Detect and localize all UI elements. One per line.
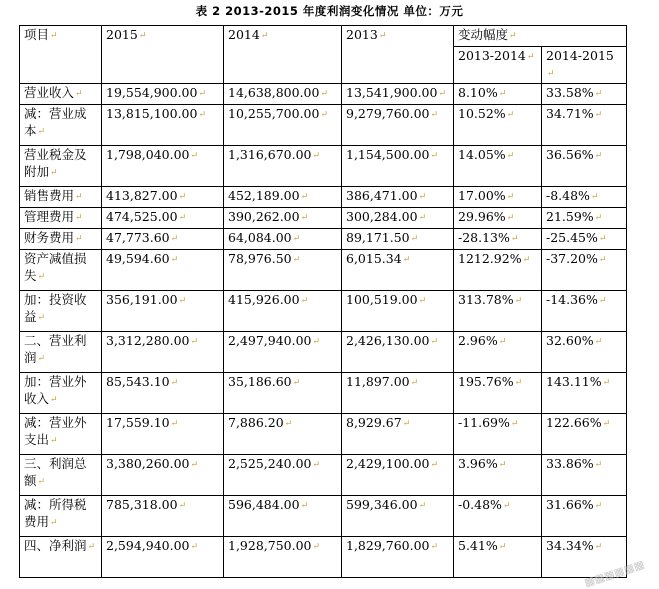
value-cell — [542, 187, 627, 208]
header-change-text: 变动幅度 — [458, 27, 509, 42]
paragraph-mark-icon: ↵ — [178, 501, 187, 511]
cell-value: 122.66% — [546, 415, 602, 430]
table-row — [20, 332, 627, 373]
paragraph-mark-icon: ↵ — [430, 542, 439, 552]
paragraph-mark-icon: ↵ — [438, 89, 446, 99]
paragraph-mark-icon: ↵ — [547, 69, 555, 79]
row-label: 营业收入 — [24, 85, 75, 100]
value-cell — [224, 537, 342, 578]
cell-value: 3.96% — [458, 456, 498, 471]
paragraph-mark-icon: ↵ — [506, 110, 515, 120]
paragraph-mark-icon: ↵ — [506, 151, 515, 161]
value-cell — [102, 146, 224, 187]
value-cell — [542, 455, 627, 496]
cell-value: 13,815,100.00 — [106, 106, 198, 121]
paragraph-mark-icon: ↵ — [506, 213, 515, 223]
cell-value: 17,559.10 — [106, 415, 170, 430]
value-cell — [454, 414, 542, 455]
table-row — [20, 229, 627, 250]
cell-value: 32.60% — [546, 333, 594, 348]
paragraph-mark-icon: ↵ — [594, 460, 603, 470]
value-cell — [342, 84, 454, 105]
cell-value: 14.05% — [458, 147, 506, 162]
paragraph-mark-icon: ↵ — [50, 395, 58, 405]
row-label-cell — [20, 291, 102, 332]
value-cell — [102, 537, 224, 578]
cell-value: 2,525,240.00 — [228, 456, 312, 471]
row-label-cell — [20, 187, 102, 208]
header-2013-text: 2013 — [346, 27, 378, 42]
value-cell — [454, 291, 542, 332]
value-cell — [342, 105, 454, 146]
row-label: 减：所得税费用 — [24, 497, 87, 529]
paragraph-mark-icon: ↵ — [178, 192, 187, 202]
row-label: 营业税金及附加 — [24, 147, 87, 179]
table-row — [20, 187, 627, 208]
value-cell — [454, 146, 542, 187]
paragraph-mark-icon: ↵ — [37, 354, 46, 364]
header-item — [20, 26, 102, 84]
cell-value: 34.34% — [546, 538, 594, 553]
value-cell — [102, 373, 224, 414]
cell-value: 1,316,670.00 — [228, 147, 312, 162]
table-row — [20, 455, 627, 496]
value-cell — [342, 414, 454, 455]
cell-value: 1,154,500.00 — [346, 147, 430, 162]
table-row — [20, 105, 627, 146]
value-cell — [542, 414, 627, 455]
cell-value: 33.58% — [546, 85, 594, 100]
cell-value: -28.13% — [458, 230, 510, 245]
row-label: 管理费用 — [24, 209, 75, 224]
cell-value: 17.00% — [458, 188, 506, 203]
value-cell — [542, 229, 627, 250]
table-row — [20, 291, 627, 332]
value-cell — [454, 105, 542, 146]
value-cell — [542, 373, 627, 414]
paragraph-mark-icon: ↵ — [418, 296, 427, 306]
value-cell — [224, 146, 342, 187]
paragraph-mark-icon: ↵ — [594, 89, 603, 99]
row-label: 减：营业成本 — [24, 106, 87, 138]
paragraph-mark-icon: ↵ — [320, 89, 328, 99]
cell-value: 474,525.00 — [106, 209, 178, 224]
cell-value: 8,929.67 — [346, 415, 402, 430]
site-watermark: ▦▦▦▦▦▦ — [582, 557, 646, 589]
cell-value: 452,189.00 — [228, 188, 300, 203]
value-cell — [342, 537, 454, 578]
row-label: 资产减值损失 — [24, 251, 87, 283]
value-cell — [542, 496, 627, 537]
value-cell — [342, 496, 454, 537]
value-cell — [454, 373, 542, 414]
value-cell — [224, 208, 342, 229]
paragraph-mark-icon: ↵ — [594, 213, 603, 223]
row-label-cell — [20, 537, 102, 578]
paragraph-mark-icon: ↵ — [522, 255, 531, 265]
header-item-text: 项目 — [24, 27, 50, 42]
value-cell — [102, 250, 224, 291]
paragraph-mark-icon: ↵ — [526, 52, 535, 62]
value-cell — [224, 291, 342, 332]
row-label-cell — [20, 250, 102, 291]
value-cell — [224, 373, 342, 414]
paragraph-mark-icon: ↵ — [590, 192, 599, 202]
cell-value: 5.41% — [458, 538, 498, 553]
table-body — [20, 26, 627, 578]
row-label-cell — [20, 414, 102, 455]
value-cell — [224, 187, 342, 208]
cell-value: 10.52% — [458, 106, 506, 121]
paragraph-mark-icon: ↵ — [50, 31, 58, 41]
cell-value: 21.59% — [546, 209, 594, 224]
paragraph-mark-icon: ↵ — [37, 477, 46, 487]
paragraph-mark-icon: ↵ — [190, 460, 199, 470]
paragraph-mark-icon: ↵ — [292, 255, 301, 265]
paragraph-mark-icon: ↵ — [430, 337, 439, 347]
paragraph-mark-icon: ↵ — [514, 378, 523, 388]
row-label: 加：营业外收入 — [24, 374, 87, 406]
paragraph-mark-icon: ↵ — [594, 110, 603, 120]
value-cell — [342, 373, 454, 414]
cell-value: 2,594,940.00 — [106, 538, 190, 553]
paragraph-mark-icon: ↵ — [510, 234, 519, 244]
table-row — [20, 146, 627, 187]
row-label: 财务费用 — [24, 230, 75, 245]
cell-value: 89,171.50 — [346, 230, 410, 245]
paragraph-mark-icon: ↵ — [300, 501, 309, 511]
cell-value: 1,798,040.00 — [106, 147, 190, 162]
paragraph-mark-icon: ↵ — [498, 460, 507, 470]
value-cell — [542, 84, 627, 105]
value-cell — [342, 229, 454, 250]
paragraph-mark-icon: ↵ — [410, 378, 419, 388]
paragraph-mark-icon: ↵ — [418, 213, 427, 223]
paragraph-mark-icon: ↵ — [594, 337, 603, 347]
paragraph-mark-icon: ↵ — [402, 255, 411, 265]
value-cell — [342, 455, 454, 496]
paragraph-mark-icon: ↵ — [75, 89, 83, 99]
cell-value: 34.71% — [546, 106, 594, 121]
header-2014 — [224, 26, 342, 84]
paragraph-mark-icon: ↵ — [430, 151, 439, 161]
cell-value: 11,897.00 — [346, 374, 410, 389]
cell-value: 33.86% — [546, 456, 594, 471]
cell-value: 14,638,800.00 — [228, 85, 320, 100]
cell-value: 47,773.60 — [106, 230, 170, 245]
cell-value: 2,429,100.00 — [346, 456, 430, 471]
row-label: 减：营业外支出 — [24, 415, 87, 447]
cell-value: 78,976.50 — [228, 251, 292, 266]
value-cell — [342, 250, 454, 291]
value-cell — [342, 291, 454, 332]
row-label-cell — [20, 208, 102, 229]
header-period-2013-2014 — [454, 47, 542, 84]
cell-value: 413,827.00 — [106, 188, 178, 203]
value-cell — [224, 250, 342, 291]
cell-value: 195.76% — [458, 374, 514, 389]
cell-value: 29.96% — [458, 209, 506, 224]
paragraph-mark-icon: ↵ — [410, 234, 419, 244]
cell-value: 49,594.60 — [106, 251, 170, 266]
value-cell — [102, 187, 224, 208]
row-label: 四、净利润 — [24, 538, 87, 553]
cell-value: 36.56% — [546, 147, 594, 162]
value-cell — [542, 332, 627, 373]
value-cell — [224, 455, 342, 496]
header-2015-text: 2015 — [106, 27, 138, 42]
paragraph-mark-icon: ↵ — [75, 234, 83, 244]
paragraph-mark-icon: ↵ — [312, 542, 321, 552]
cell-value: 785,318.00 — [106, 497, 178, 512]
paragraph-mark-icon: ↵ — [37, 313, 46, 323]
cell-value: 313.78% — [458, 292, 514, 307]
paragraph-mark-icon: ↵ — [418, 501, 427, 511]
paragraph-mark-icon: ↵ — [37, 272, 46, 282]
cell-value: -11.69% — [458, 415, 510, 430]
value-cell — [224, 105, 342, 146]
cell-value: -25.45% — [546, 230, 598, 245]
row-label-cell — [20, 229, 102, 250]
cell-value: -37.20% — [546, 251, 598, 266]
value-cell — [102, 84, 224, 105]
paragraph-mark-icon: ↵ — [170, 419, 179, 429]
value-cell — [454, 537, 542, 578]
row-label: 三、利润总额 — [24, 456, 87, 488]
paragraph-mark-icon: ↵ — [300, 192, 309, 202]
paragraph-mark-icon: ↵ — [284, 419, 293, 429]
cell-value: -14.36% — [546, 292, 598, 307]
paragraph-mark-icon: ↵ — [312, 337, 321, 347]
row-label-cell — [20, 84, 102, 105]
cell-value: 2,426,130.00 — [346, 333, 430, 348]
value-cell — [342, 332, 454, 373]
cell-value: 356,191.00 — [106, 292, 178, 307]
value-cell — [454, 250, 542, 291]
cell-value: 35,186.60 — [228, 374, 292, 389]
paragraph-mark-icon: ↵ — [594, 542, 603, 552]
value-cell — [542, 208, 627, 229]
paragraph-mark-icon: ↵ — [510, 419, 519, 429]
paragraph-mark-icon: ↵ — [50, 518, 58, 528]
header-period-1-text: 2013-2014 — [458, 48, 526, 63]
paragraph-mark-icon: ↵ — [418, 192, 427, 202]
paragraph-mark-icon: ↵ — [378, 31, 387, 41]
cell-value: 390,262.00 — [228, 209, 300, 224]
paragraph-mark-icon: ↵ — [292, 234, 301, 244]
paragraph-mark-icon: ↵ — [170, 234, 179, 244]
value-cell — [454, 496, 542, 537]
paragraph-mark-icon: ↵ — [50, 436, 58, 446]
table-row — [20, 84, 627, 105]
row-label: 销售费用 — [24, 188, 75, 203]
value-cell — [454, 332, 542, 373]
cell-value: 3,312,280.00 — [106, 333, 190, 348]
paragraph-mark-icon: ↵ — [178, 213, 187, 223]
value-cell — [102, 332, 224, 373]
table-row — [20, 414, 627, 455]
value-cell — [224, 496, 342, 537]
paragraph-mark-icon: ↵ — [198, 89, 206, 99]
paragraph-mark-icon: ↵ — [514, 296, 523, 306]
paragraph-mark-icon: ↵ — [300, 213, 309, 223]
profit-change-table — [19, 25, 627, 578]
header-period-2014-2015 — [542, 47, 627, 84]
paragraph-mark-icon: ↵ — [198, 110, 206, 120]
cell-value: 8.10% — [458, 85, 498, 100]
table-row — [20, 537, 627, 578]
paragraph-mark-icon: ↵ — [178, 296, 187, 306]
cell-value: 13,541,900.00 — [346, 85, 438, 100]
paragraph-mark-icon: ↵ — [498, 337, 507, 347]
paragraph-mark-icon: ↵ — [598, 234, 607, 244]
cell-value: 10,255,700.00 — [228, 106, 320, 121]
cell-value: 3,380,260.00 — [106, 456, 190, 471]
value-cell — [224, 84, 342, 105]
paragraph-mark-icon: ↵ — [292, 378, 301, 388]
table-row — [20, 250, 627, 291]
cell-value: 1212.92% — [458, 251, 522, 266]
value-cell — [454, 84, 542, 105]
paragraph-mark-icon: ↵ — [602, 419, 611, 429]
paragraph-mark-icon: ↵ — [170, 255, 179, 265]
paragraph-mark-icon: ↵ — [190, 151, 199, 161]
value-cell — [102, 208, 224, 229]
paragraph-mark-icon: ↵ — [190, 337, 199, 347]
cell-value: 1,829,760.00 — [346, 538, 430, 553]
cell-value: 7,886.20 — [228, 415, 284, 430]
header-row — [20, 26, 627, 47]
cell-value: 85,543.10 — [106, 374, 170, 389]
value-cell — [102, 291, 224, 332]
paragraph-mark-icon: ↵ — [190, 542, 199, 552]
value-cell — [224, 414, 342, 455]
paragraph-mark-icon: ↵ — [598, 296, 607, 306]
value-cell — [454, 229, 542, 250]
paragraph-mark-icon: ↵ — [506, 192, 515, 202]
row-label-cell — [20, 146, 102, 187]
paragraph-mark-icon: ↵ — [502, 501, 511, 511]
paragraph-mark-icon: ↵ — [430, 460, 439, 470]
value-cell — [342, 146, 454, 187]
cell-value: 386,471.00 — [346, 188, 418, 203]
value-cell — [102, 455, 224, 496]
value-cell — [102, 105, 224, 146]
paragraph-mark-icon: ↵ — [594, 151, 603, 161]
cell-value: 64,084.00 — [228, 230, 292, 245]
cell-value: 300,284.00 — [346, 209, 418, 224]
row-label: 二、营业利润 — [24, 333, 87, 365]
paragraph-mark-icon: ↵ — [498, 542, 507, 552]
cell-value: 19,554,900.00 — [106, 85, 198, 100]
value-cell — [102, 229, 224, 250]
cell-value: 415,926.00 — [228, 292, 300, 307]
value-cell — [454, 187, 542, 208]
cell-value: -0.48% — [458, 497, 502, 512]
cell-value: 6,015.34 — [346, 251, 402, 266]
paragraph-mark-icon: ↵ — [300, 296, 309, 306]
paragraph-mark-icon: ↵ — [260, 31, 269, 41]
cell-value: 599,346.00 — [346, 497, 418, 512]
value-cell — [542, 291, 627, 332]
cell-value: 2,497,940.00 — [228, 333, 312, 348]
value-cell — [102, 496, 224, 537]
paragraph-mark-icon: ↵ — [312, 460, 321, 470]
cell-value: -8.48% — [546, 188, 590, 203]
row-label-cell — [20, 105, 102, 146]
value-cell — [454, 455, 542, 496]
paragraph-mark-icon: ↵ — [75, 213, 83, 223]
paragraph-mark-icon: ↵ — [498, 89, 507, 99]
paragraph-mark-icon: ↵ — [87, 542, 96, 552]
paragraph-mark-icon: ↵ — [509, 31, 517, 41]
paragraph-mark-icon: ↵ — [312, 151, 321, 161]
cell-value: 9,279,760.00 — [346, 106, 430, 121]
header-2015 — [102, 26, 224, 84]
value-cell — [342, 208, 454, 229]
row-label-cell — [20, 496, 102, 537]
table-row — [20, 373, 627, 414]
paragraph-mark-icon: ↵ — [430, 110, 439, 120]
value-cell — [224, 332, 342, 373]
table-caption: 表 2 2013-2015 年度利润变化情况 单位：万元 — [195, 4, 464, 18]
paragraph-mark-icon: ↵ — [138, 31, 147, 41]
cell-value: 2.96% — [458, 333, 498, 348]
paragraph-mark-icon: ↵ — [37, 127, 46, 137]
paragraph-mark-icon: ↵ — [170, 378, 179, 388]
paragraph-mark-icon: ↵ — [75, 192, 83, 202]
table-row — [20, 496, 627, 537]
row-label: 加：投资收益 — [24, 292, 87, 324]
value-cell — [224, 229, 342, 250]
value-cell — [342, 187, 454, 208]
paragraph-mark-icon: ↵ — [402, 419, 411, 429]
cell-value: 31.66% — [546, 497, 594, 512]
cell-value: 100,519.00 — [346, 292, 418, 307]
value-cell — [542, 105, 627, 146]
table-row — [20, 208, 627, 229]
row-label-cell — [20, 373, 102, 414]
value-cell — [454, 208, 542, 229]
cell-value: 596,484.00 — [228, 497, 300, 512]
paragraph-mark-icon: ↵ — [602, 378, 611, 388]
header-change — [454, 26, 627, 47]
cell-value: 1,928,750.00 — [228, 538, 312, 553]
paragraph-mark-icon: ↵ — [594, 501, 603, 511]
paragraph-mark-icon: ↵ — [50, 168, 58, 178]
row-label-cell — [20, 455, 102, 496]
header-period-2-text: 2014-2015 — [546, 48, 614, 63]
header-2013 — [342, 26, 454, 84]
cell-value: 143.11% — [546, 374, 602, 389]
row-label-cell — [20, 332, 102, 373]
value-cell — [542, 146, 627, 187]
value-cell — [542, 250, 627, 291]
header-2014-text: 2014 — [228, 27, 260, 42]
value-cell — [102, 414, 224, 455]
paragraph-mark-icon: ↵ — [598, 255, 607, 265]
paragraph-mark-icon: ↵ — [320, 110, 328, 120]
